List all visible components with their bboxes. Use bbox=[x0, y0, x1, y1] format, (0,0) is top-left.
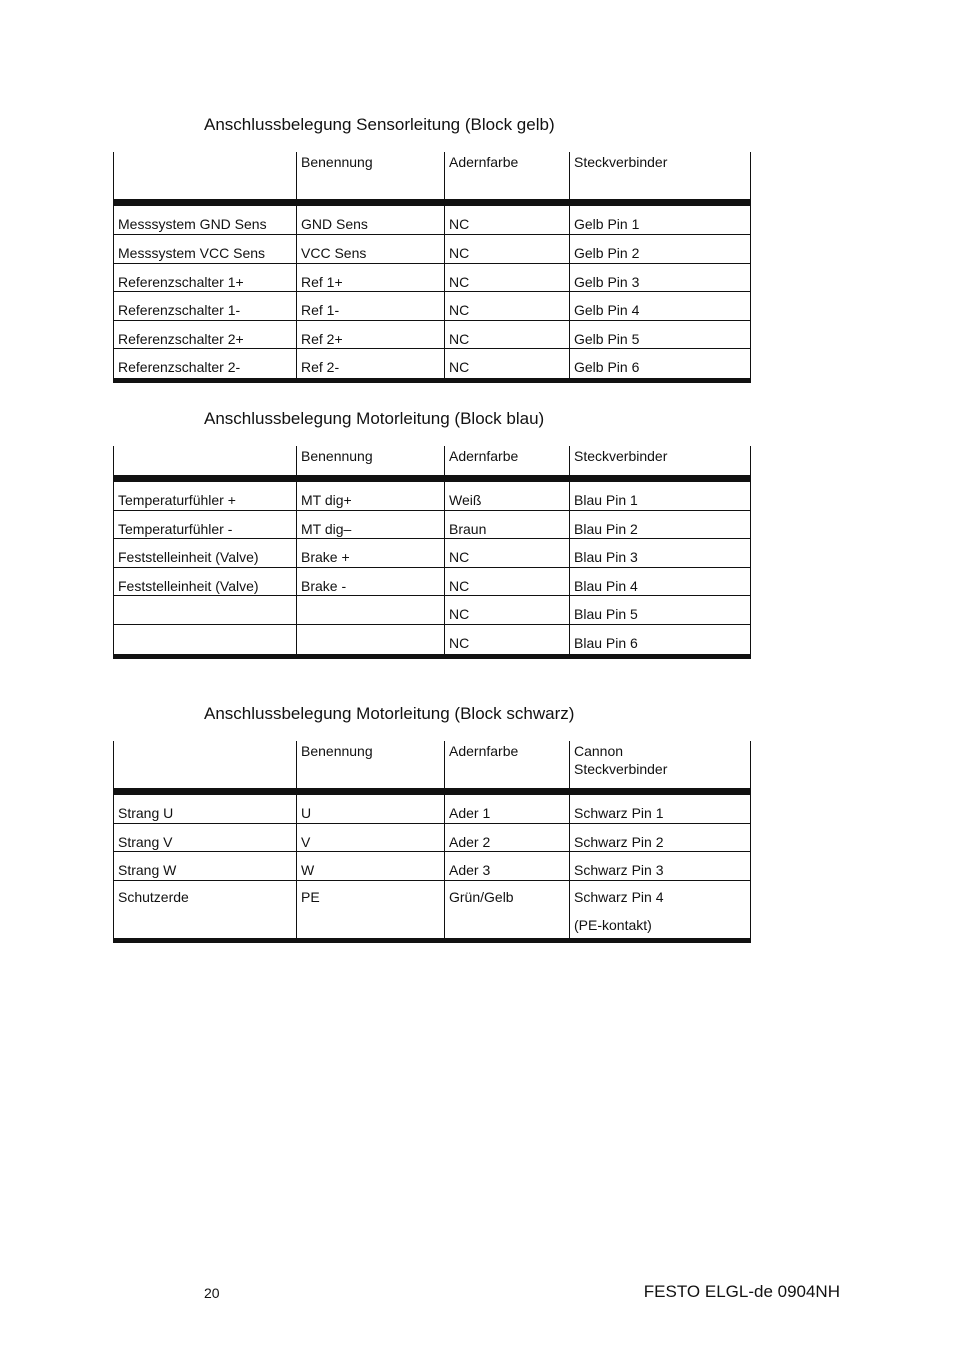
table-cell: Gelb Pin 6 bbox=[569, 349, 751, 378]
header-cannon-steckverbinder: Cannon Steckverbinder bbox=[569, 741, 751, 788]
table-motor-schwarz bbox=[113, 741, 751, 943]
table-cell: Ref 2- bbox=[296, 349, 444, 378]
table-cell: U bbox=[296, 795, 444, 823]
table-cell: Ader 3 bbox=[444, 852, 569, 880]
header-benennung: Benennung bbox=[296, 741, 444, 788]
table-cell: PE bbox=[296, 881, 444, 938]
table-cell: W bbox=[296, 852, 444, 880]
header-steckverbinder: Steckverbinder bbox=[569, 446, 751, 475]
header-adernfarbe: Adernfarbe bbox=[444, 152, 569, 199]
table-cell: V bbox=[296, 824, 444, 851]
table-cell: Blau Pin 5 bbox=[569, 596, 751, 624]
table-cell-pe bbox=[569, 881, 751, 938]
table-cell: Ader 2 bbox=[444, 824, 569, 851]
document-id: FESTO ELGL-de 0904NH bbox=[643, 1282, 840, 1301]
table-cell: Messsystem VCC Sens bbox=[118, 245, 266, 261]
table-sensor-gelb bbox=[113, 152, 751, 383]
table-cell: NC bbox=[444, 539, 569, 567]
header-benennung: Benennung bbox=[296, 152, 444, 199]
table-header bbox=[113, 446, 751, 481]
header-adernfarbe: Adernfarbe bbox=[444, 741, 569, 788]
table-row bbox=[113, 234, 751, 263]
table-header bbox=[113, 741, 751, 794]
table-cell bbox=[114, 596, 296, 624]
table-cell: MT dig+ bbox=[296, 482, 444, 510]
table-cell: Gelb Pin 5 bbox=[569, 321, 751, 348]
table-cell: Ref 1- bbox=[296, 292, 444, 320]
table-cell: Gelb Pin 3 bbox=[569, 264, 751, 291]
table-row bbox=[113, 205, 751, 234]
table-row bbox=[113, 320, 751, 348]
table-cell: Blau Pin 1 bbox=[569, 482, 751, 510]
header-cell bbox=[114, 741, 296, 788]
table-cell: Messsystem GND Sens bbox=[118, 216, 267, 232]
table-row bbox=[113, 880, 751, 943]
section-title-sensor: Anschlussbelegung Sensorleitung (Block gelb) bbox=[204, 115, 555, 134]
table-cell: MT dig– bbox=[296, 511, 444, 538]
table-cell: Schutzerde bbox=[118, 889, 189, 905]
table-row bbox=[113, 851, 751, 880]
table-cell: Brake + bbox=[296, 539, 444, 567]
table-cell: Blau Pin 3 bbox=[569, 539, 751, 567]
section-title-motor-blau: Anschlussbelegung Motorleitung (Block blau) bbox=[204, 409, 545, 428]
table-header bbox=[113, 152, 751, 205]
table-cell: NC bbox=[444, 264, 569, 291]
table-cell: Ref 1+ bbox=[296, 264, 444, 291]
table-cell: NC bbox=[444, 625, 569, 654]
table-cell: Temperaturfühler + bbox=[118, 492, 236, 508]
table-cell: NC bbox=[444, 235, 569, 263]
table-row bbox=[113, 823, 751, 851]
table-row bbox=[113, 510, 751, 538]
table-cell: Feststelleinheit (Valve) bbox=[118, 549, 259, 565]
pe-contact-note: (PE-kontakt) bbox=[574, 917, 652, 933]
table-cell: GND Sens bbox=[296, 206, 444, 234]
table-cell: Referenzschalter 1- bbox=[118, 302, 241, 318]
table-row bbox=[113, 348, 751, 383]
table-cell: Schwarz Pin 1 bbox=[569, 795, 751, 823]
table-cell: Braun bbox=[444, 511, 569, 538]
table-cell: NC bbox=[444, 596, 569, 624]
table-cell: VCC Sens bbox=[296, 235, 444, 263]
table-motor-blau bbox=[113, 446, 751, 659]
page-number: 20 bbox=[204, 1285, 220, 1301]
header-cell bbox=[114, 152, 296, 199]
table-cell: Ader 1 bbox=[444, 795, 569, 823]
table-cell: Blau Pin 2 bbox=[569, 511, 751, 538]
table-cell: Brake - bbox=[296, 568, 444, 595]
table-cell: NC bbox=[444, 568, 569, 595]
table-cell: Temperaturfühler - bbox=[118, 521, 233, 537]
table-cell: Feststelleinheit (Valve) bbox=[118, 578, 259, 594]
header-cell bbox=[114, 446, 296, 475]
table-cell: Referenzschalter 1+ bbox=[118, 274, 244, 290]
table-row bbox=[113, 624, 751, 659]
table-row bbox=[113, 263, 751, 291]
table-cell: NC bbox=[444, 321, 569, 348]
table-cell: Gelb Pin 1 bbox=[569, 206, 751, 234]
section-title-motor-schwarz: Anschlussbelegung Motorleitung (Block schwarz) bbox=[204, 704, 575, 723]
table-cell: NC bbox=[444, 349, 569, 378]
table-cell: Gelb Pin 2 bbox=[569, 235, 751, 263]
table-cell: Referenzschalter 2- bbox=[118, 359, 241, 375]
table-cell: Ref 2+ bbox=[296, 321, 444, 348]
table-cell: Gelb Pin 4 bbox=[569, 292, 751, 320]
table-cell: Blau Pin 4 bbox=[569, 568, 751, 595]
table-row bbox=[113, 595, 751, 624]
table-row bbox=[113, 794, 751, 823]
table-cell bbox=[296, 625, 444, 654]
header-steckverbinder: Steckverbinder bbox=[569, 152, 751, 199]
header-adernfarbe: Adernfarbe bbox=[444, 446, 569, 475]
table-cell-text: Schwarz Pin 4 bbox=[574, 889, 664, 905]
table-cell: Referenzschalter 2+ bbox=[118, 331, 244, 347]
table-cell: Strang W bbox=[118, 862, 177, 878]
table-cell: Strang V bbox=[118, 834, 173, 850]
table-cell: Blau Pin 6 bbox=[569, 625, 751, 654]
table-cell: Weiß bbox=[444, 482, 569, 510]
table-row bbox=[113, 291, 751, 320]
table-row bbox=[113, 567, 751, 595]
table-row bbox=[113, 481, 751, 510]
header-benennung: Benennung bbox=[296, 446, 444, 475]
table-row bbox=[113, 538, 751, 567]
table-cell: Schwarz Pin 2 bbox=[569, 824, 751, 851]
table-cell bbox=[296, 596, 444, 624]
table-cell: Schwarz Pin 3 bbox=[569, 852, 751, 880]
table-cell: NC bbox=[444, 206, 569, 234]
table-cell bbox=[114, 625, 296, 654]
table-cell: Grün/Gelb bbox=[444, 881, 569, 938]
table-cell: Strang U bbox=[118, 805, 174, 821]
table-cell: NC bbox=[444, 292, 569, 320]
